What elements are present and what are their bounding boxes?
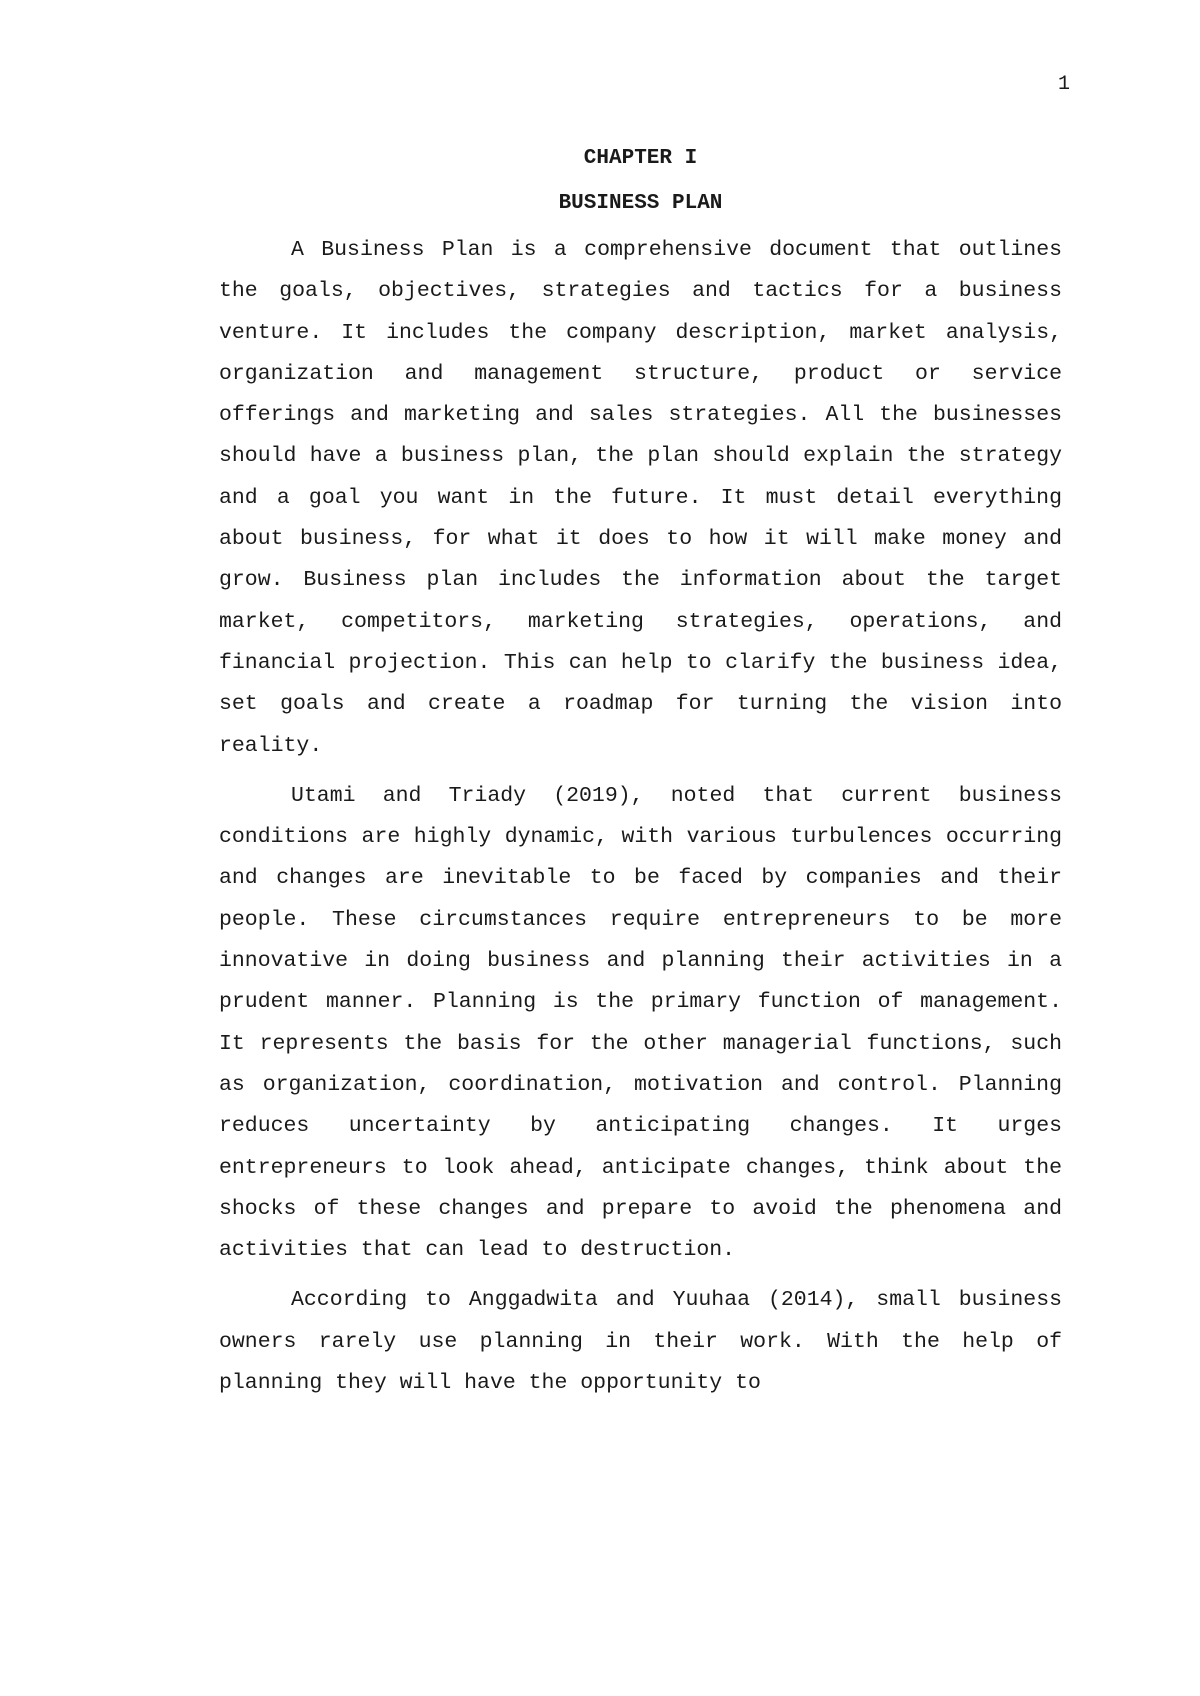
paragraph-anggadwita-yuuhaa: According to Anggadwita and Yuuhaa (2014), small business owners rarely use planning in their work. With the help of planning they will have the opportunity to xyxy=(219,1288,1062,1396)
paragraph-utami-triady: Utami and Triady (2019), noted that current business conditions are highly dynamic, with various turbulences occurring and changes are inevitable to be faced by companies and their people. These circumstances require entrepreneurs to be more innovative in doing business and planning their activities in a prudent manner. Planning is the primary function of management. It represents the basis for the other managerial functions, such as organization, coordination, motivation and control. Planning reduces uncertainty by anticipating changes. It urges entrepreneurs to look ahead, anticipate changes, think about the shocks of these changes and prepare to avoid the phenomena and activities that can lead to destruction. xyxy=(219,783,1062,1263)
document-body xyxy=(219,145,1062,1413)
page-number: 1 xyxy=(1057,73,1070,96)
paragraph-business-plan-definition: A Business Plan is a comprehensive document that outlines the goals, objectives, strategies and tactics for a business venture. It includes the company description, market analysis, organization and management structure, product or service offerings and marketing and sales strategies. All the businesses should have a business plan, the plan should explain the strategy and a goal you want in the future. It must detail everything about business, for what it does to how it will make money and grow. Business plan includes the information about the target market, competitors, marketing strategies, operations, and financial projection. This can help to clarify the business idea, set goals and create a roadmap for turning the vision into reality. xyxy=(219,238,1062,758)
chapter-title: BUSINESS PLAN xyxy=(558,192,723,215)
chapter-heading: CHAPTER I xyxy=(583,147,698,170)
